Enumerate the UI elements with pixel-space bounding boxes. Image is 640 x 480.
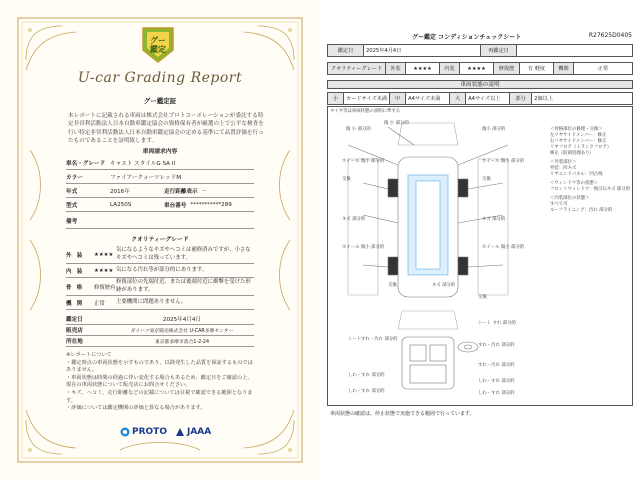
side-note-line: 左リヤサイドメンバー：修正 (550, 133, 607, 138)
shop-value: ダイハツ東京販売株式会社 U-CAR多摩センター (130, 328, 234, 334)
damage-label: キズ 部分的 (432, 283, 456, 288)
sheet-header (320, 32, 640, 42)
sheet-title: グー鑑定 コンディションチェックシート (412, 34, 522, 41)
engine-value: 正常 (574, 63, 633, 75)
size-mid-label: 中 (390, 93, 406, 105)
remarks-field (66, 213, 254, 229)
side-note-line: フロントウィンドウ：飛び石キズ 部分的 (550, 187, 631, 192)
certificate-body: 本レポートに記載される車両は株式会社プロトコーポレーションが委託する特定非営利活動法人日本自動車鑑定協会の資格保有者が厳選の上で公平な検査を行い特定非営利活動法人日本自動車鑑定協会の定める基準にて品質評価を行ったものであることを証明致します。 (68, 113, 264, 145)
quality-stars: ★★★★ (94, 251, 114, 258)
date-label: 鑑定日 (66, 317, 83, 323)
side-note-line: リヤフロア（トランクフロア） (550, 145, 612, 150)
interior-label: しわ・すれ 部分的 (478, 391, 515, 396)
year-label: 年式 (66, 189, 78, 195)
part-label: 部分 (510, 93, 532, 105)
color-field (66, 171, 254, 184)
repair-label: 修復歴 (494, 63, 520, 75)
damage-label: キズ 部分的 (342, 217, 366, 222)
legend-note: タイヤ等は車両状態の説明に準ずる (330, 109, 401, 114)
repair-value: 有 軽度 (520, 63, 554, 75)
color-label: カラー (66, 175, 83, 181)
side-note-line: 右リヤサイドメンバー：修正 (550, 139, 607, 144)
size-mid-desc: A4サイズ未満 (406, 93, 450, 105)
note-line: ・車両状態は時間の経過に伴い変化する場合もあるため、鑑定日をご確認の上、現在の車両状態について販売店にお問合せください。 (66, 374, 253, 389)
quality-desc: 修復部位の先端付近、または後端付近に衝撃を受けた形跡があります。 (116, 279, 251, 293)
color-value: ファイアークォーツレッドM (110, 175, 182, 181)
side-note-line: ＜内装部位の状態＞ (550, 196, 590, 201)
date-value: 2025年4月4日 (162, 317, 202, 323)
badge-label: グー 鑑定 (150, 36, 166, 54)
part-value: 2個以上 (532, 93, 633, 105)
model-field (66, 157, 254, 170)
vehicle-diagram (327, 106, 633, 406)
mileage-value: － (201, 189, 208, 195)
quality-label: 骨 格 (66, 284, 83, 291)
year-field (66, 185, 254, 198)
damage-label: 交換 (388, 283, 397, 288)
side-note-line: ＜外装部位＞ (550, 160, 577, 165)
quality-label: クオリティーグレード (328, 63, 386, 75)
jaaa-mark-icon (175, 427, 185, 437)
engine-label: 機関 (554, 63, 574, 75)
damage-label: 傷 小 部分的 (346, 127, 371, 132)
quality-label: 機 関 (66, 300, 83, 307)
address-label: 所在地 (66, 339, 83, 345)
ext-value: ★★★★ (406, 63, 440, 75)
proto-logo-text: PROTO (132, 427, 167, 437)
quality-row-exterior (66, 246, 254, 264)
type-value: LA250S (110, 202, 132, 208)
quality-row-frame (66, 278, 254, 296)
side-note-line: すべて可 (550, 202, 568, 207)
model-value: キャスト スタイルG SA II (110, 161, 176, 167)
quality-desc: 気になる汚れ等が部分的にあります。 (116, 266, 208, 273)
side-note-line: ルーフライニング：汚れ 部分的 (550, 208, 613, 213)
interior-label: しわ・すれ 部分的 (348, 389, 385, 394)
interior-label: シートすれ・汚れ 部分的 (348, 337, 398, 342)
note-line: ※レポートについて (66, 352, 112, 358)
shop-label: 販売店 (66, 328, 83, 334)
quality-row-engine (66, 296, 254, 310)
reg-label: 再鑑定日 (481, 45, 517, 57)
quality-stars: 修復歴有 (94, 284, 116, 291)
int-label: 内装 (440, 63, 460, 75)
vehicle-section-head: 車両請求内容 (142, 149, 178, 155)
damage-label: ホイール 傷小 部分的 (342, 245, 385, 250)
note-line: ・評価については鑑定機関の評価と異なる場合があります。 (66, 405, 206, 412)
sheet-id: R27625D0405 (588, 32, 632, 39)
quality-section-head: クオリティーグレード (131, 237, 189, 243)
date-table (327, 44, 633, 57)
damage-label: 交換 (478, 295, 487, 300)
jaaa-logo (175, 427, 211, 437)
remarks-label: 備考 (66, 218, 78, 225)
note-line: ・キズ、ヘコミ、走行距離などの記載については目視で確認できる範囲となります。 (66, 389, 253, 404)
size-small-label: 小 (328, 93, 344, 105)
state-section-head: 車両状態の説明 (327, 80, 633, 89)
interior-label: すれ・汚れ 部分的 (478, 363, 515, 368)
date-field (66, 314, 254, 325)
size-legend-table (327, 92, 633, 105)
interior-label: シート すれ 部分的 (478, 321, 516, 326)
side-notes (550, 127, 634, 214)
date-label: 鑑定日 (328, 45, 364, 57)
interior-label: しわ・すれ 部分的 (348, 373, 385, 378)
report-notes (66, 352, 256, 413)
jaaa-logo-text: JAAA (186, 427, 212, 437)
vin-label: 車台番号 (164, 203, 187, 209)
vin-value: ***********289 (190, 202, 232, 208)
quality-table (327, 62, 633, 75)
damage-label: ホイール 傷小 部分的 (342, 159, 385, 164)
side-note-line: ＜骨格部位の修理・交換＞ (550, 127, 603, 132)
quality-stars: ★★★★ (94, 267, 114, 274)
size-large-label: 大 (450, 93, 466, 105)
side-note-line: リヤエンドパネル：凹凸残 (550, 172, 603, 177)
certificate-title: グー鑑定証 (143, 97, 177, 105)
side-note-line: ＜ウィンドウ等の状態＞ (550, 181, 599, 186)
model-label: 車名・グレード (66, 161, 106, 167)
ext-label: 外装 (386, 63, 406, 75)
damage-label: 交換 (482, 177, 491, 182)
type-field (66, 199, 254, 212)
shop-field (66, 325, 254, 336)
interior-label: しわ・すれ 部分的 (478, 379, 515, 384)
size-large-desc: A4サイズ以上 (466, 93, 510, 105)
damage-label: キズ 部分的 (482, 217, 506, 222)
logo-area (120, 424, 240, 440)
quality-label: 外 装 (66, 252, 83, 259)
address-field (66, 336, 254, 347)
damage-label: 傷 小 部分的 (384, 121, 409, 126)
quality-desc: 主要機関に問題ありません。 (116, 298, 187, 305)
quality-desc: 気になるようなキズやヘコミは補修済みですが、小さなキズやヘコミは残っています。 (116, 247, 251, 261)
damage-label: 傷小 部分的 (482, 127, 506, 132)
interior-label: すれ・汚れ 部分的 (478, 343, 515, 348)
int-value: ★★★★ (460, 63, 494, 75)
note-line: ・鑑定時点の車両状態を示すものであり、以降発生した品質を保証するものではありません。 (66, 359, 253, 374)
mileage-label: 走行距離表示 (164, 189, 198, 195)
condition-check-sheet (320, 0, 640, 480)
bottom-note: 車両状態の確認は、停止状態で実施できる範囲で行っています。 (330, 411, 475, 417)
damage-label: ホイール 傷小 部分的 (482, 245, 525, 250)
address-value: 東京都多摩市落合1-2-24 (154, 339, 210, 345)
date-value: 2025年4月4日 (364, 45, 481, 57)
size-small-desc: カードサイズ未満 (344, 93, 390, 105)
year-value: 2016年 (110, 189, 130, 195)
grading-report-title: U-car Grading Report (77, 70, 243, 86)
quality-row-interior (66, 264, 254, 278)
type-label: 型式 (66, 203, 78, 209)
proto-logo (120, 427, 167, 437)
quality-stars: 正常 (94, 300, 105, 307)
damage-label: ホイール 傷小 部分的 (482, 159, 525, 164)
proto-mark-icon (120, 427, 130, 437)
quality-label: 内 装 (66, 268, 83, 275)
damage-label: 交換 (342, 177, 351, 182)
side-note-line: 修正（防錆処理あり） (550, 151, 594, 156)
side-note-line: 外装：凹キズ (550, 166, 577, 171)
reg-value (517, 45, 633, 57)
